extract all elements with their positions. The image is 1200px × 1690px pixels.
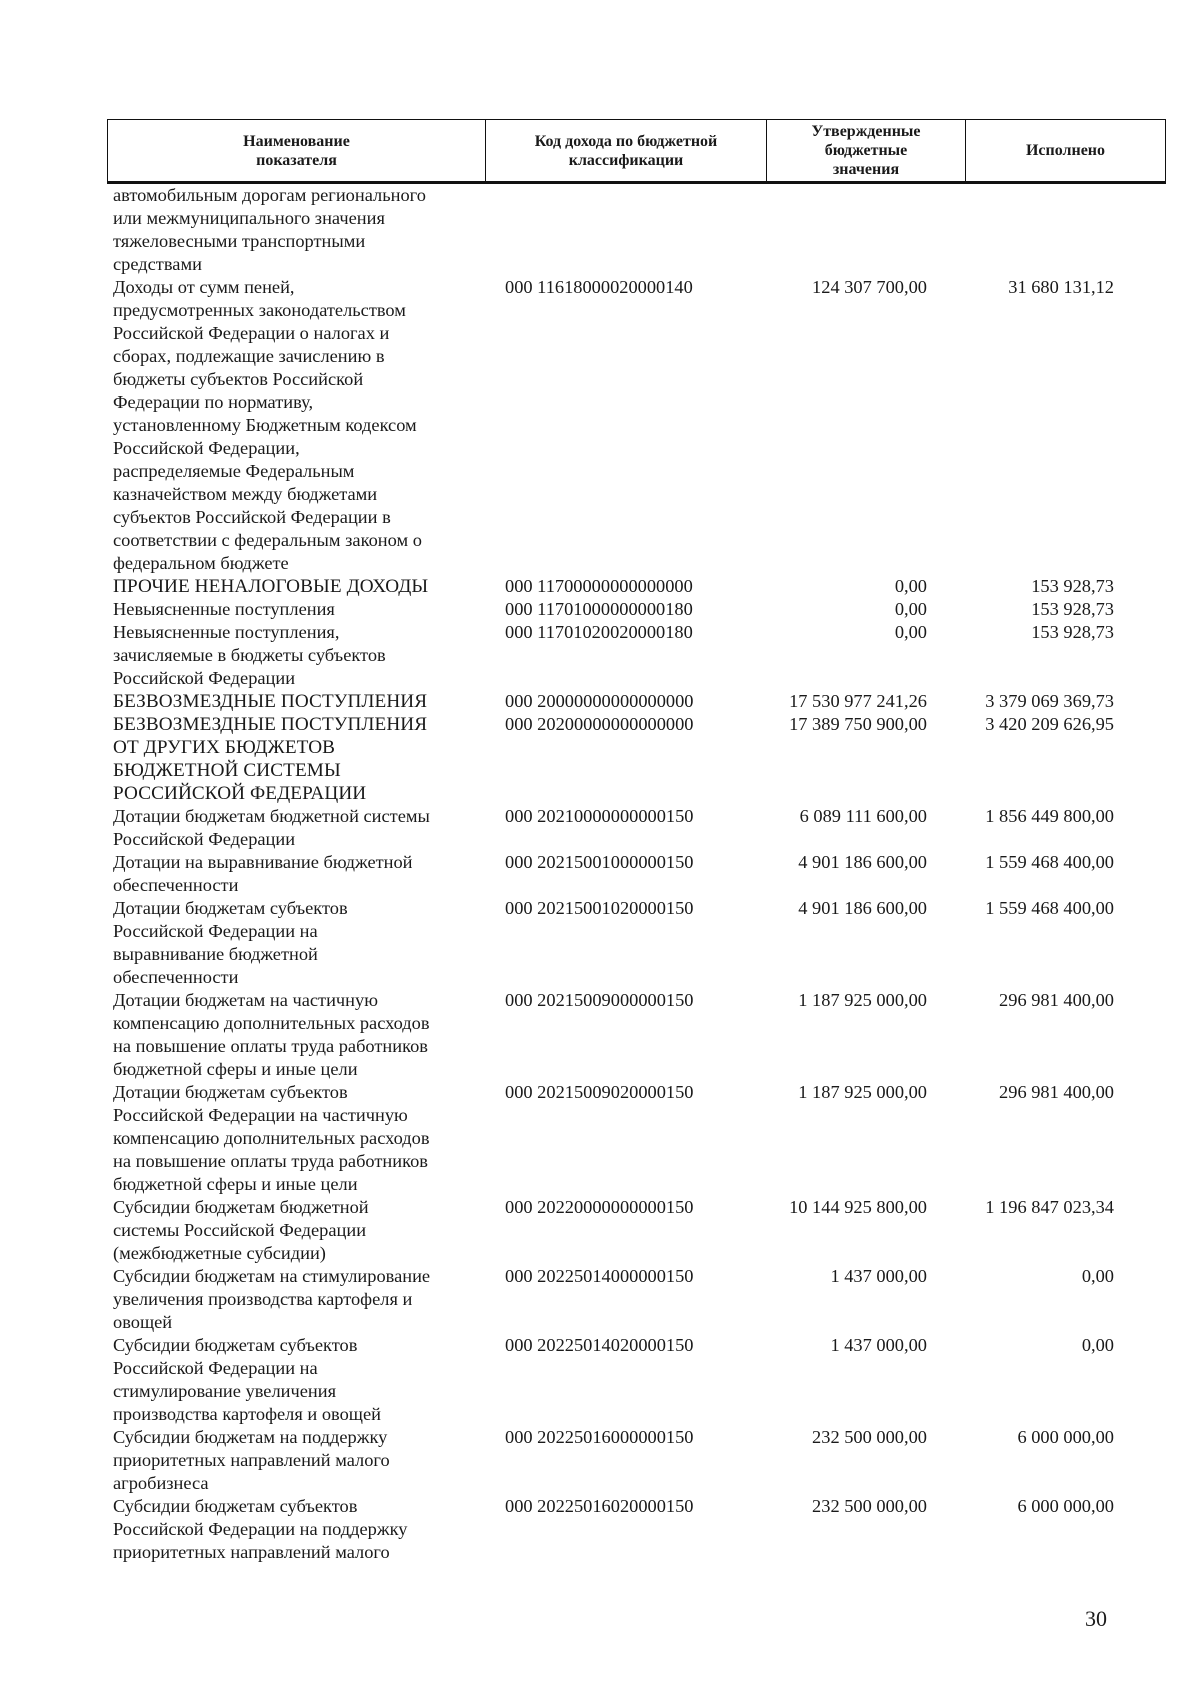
row-name-line: компенсацию дополнительных расходов: [113, 1013, 430, 1033]
row-code-cell: 000 20000000000000000: [505, 691, 694, 711]
row-name-line: Российской Федерации,: [113, 438, 300, 458]
row-name-line: Субсидии бюджетам бюджетной: [113, 1197, 369, 1217]
table-row: [113, 276, 1114, 575]
table-row: [113, 989, 1114, 1081]
row-executed-cell: 153 928,73: [1031, 599, 1114, 619]
row-name-cell: [113, 276, 489, 575]
row-executed-cell: 153 928,73: [1031, 622, 1114, 642]
row-approved-cell: 6 089 111 600,00: [799, 806, 927, 826]
header-code-column: [486, 120, 767, 183]
row-name-line: на повышение оплаты труда работников: [113, 1151, 428, 1171]
header-name-line: Наименование: [243, 132, 350, 150]
row-name-cell: [113, 713, 489, 805]
row-name-cell: [113, 989, 489, 1081]
table-row: [113, 897, 1114, 989]
table-row: [113, 1426, 1114, 1495]
row-name-line: Российской Федерации о налогах и: [113, 323, 390, 343]
row-name-line: ОТ ДРУГИХ БЮДЖЕТОВ: [113, 737, 336, 758]
page-number: 30: [1085, 1606, 1107, 1631]
row-name-cell: [113, 897, 489, 989]
header-executed-label: Исполнено: [1025, 142, 1106, 159]
header-executed-column: [966, 120, 1166, 183]
row-name-line: РОССИЙСКОЙ ФЕДЕРАЦИИ: [113, 783, 367, 804]
row-name-line: соответствии с федеральным законом о: [113, 530, 422, 550]
row-name-cell: [113, 690, 489, 713]
table-row: [113, 575, 1114, 598]
row-code-cell: [489, 184, 735, 276]
row-approved-cell: 1 187 925 000,00: [798, 990, 927, 1010]
row-name-line: бюджетной сферы и иные цели: [113, 1174, 358, 1194]
row-code-cell: 000 11701020020000180: [505, 622, 693, 642]
row-approved-cell: 124 307 700,00: [812, 277, 927, 297]
row-name-line: системы Российской Федерации: [113, 1220, 367, 1240]
row-name-cell: [113, 621, 489, 690]
row-code-cell: 000 20200000000000000: [505, 714, 694, 734]
row-name-cell: [113, 1196, 489, 1265]
row-name-line: казначейством между бюджетами: [113, 484, 378, 504]
header-approved-line: Утвержденные: [811, 123, 921, 140]
row-approved-cell: 4 901 186 600,00: [798, 898, 927, 918]
row-name-line: овощей: [113, 1312, 173, 1332]
table-row: [113, 1081, 1114, 1196]
row-name-line: бюджеты субъектов Российской: [113, 369, 364, 389]
row-executed-cell: 1 196 847 023,34: [985, 1197, 1114, 1217]
table-header: [107, 119, 1166, 184]
row-name-line: стимулирование увеличения: [113, 1381, 337, 1401]
row-approved-cell: 232 500 000,00: [812, 1496, 927, 1516]
row-approved-cell: 4 901 186 600,00: [798, 852, 927, 872]
row-code-cell: 000 11618000020000140: [505, 277, 693, 297]
row-name-line: установленному Бюджетным кодексом: [113, 415, 417, 435]
row-name-line: или межмуниципального значения: [113, 208, 385, 228]
row-name-line: Российской Федерации на поддержку: [113, 1519, 408, 1539]
row-name-line: ПРОЧИЕ НЕНАЛОГОВЫЕ ДОХОДЫ: [113, 576, 429, 597]
row-approved-cell: 0,00: [894, 622, 927, 642]
row-name-line: БЕЗВОЗМЕЗДНЫЕ ПОСТУПЛЕНИЯ: [113, 691, 428, 712]
header-name-line: показателя: [256, 151, 337, 169]
row-name-line: Субсидии бюджетам на стимулирование: [113, 1266, 431, 1286]
row-name-line: Субсидии бюджетам субъектов: [113, 1335, 358, 1355]
row-name-cell: [113, 1265, 489, 1334]
row-name-cell: [113, 1426, 489, 1495]
row-code-cell: 000 20210000000000150: [505, 806, 694, 826]
row-name-line: приоритетных направлений малого: [113, 1542, 390, 1562]
row-code-cell: 000 20225016000000150: [505, 1427, 694, 1447]
row-executed-cell: 0,00: [1081, 1266, 1114, 1286]
row-code-cell: 000 20215001020000150: [505, 898, 694, 918]
row-name-line: обеспеченности: [113, 875, 239, 895]
row-name-cell: [113, 1495, 489, 1564]
row-name-line: Невыясненные поступления: [113, 599, 335, 619]
row-name-line: распределяемые Федеральным: [113, 461, 355, 481]
row-executed-cell: 3 420 209 626,95: [985, 714, 1114, 734]
row-approved-cell: [735, 184, 927, 276]
table-row: [113, 851, 1114, 897]
row-name-cell: [113, 805, 489, 851]
table-row: [113, 690, 1114, 713]
header-approved-column: [767, 120, 966, 183]
row-name-cell: [113, 851, 489, 897]
row-name-line: Невыясненные поступления,: [113, 622, 340, 642]
row-name-line: федеральном бюджете: [113, 553, 289, 573]
row-name-line: увеличения производства картофеля и: [113, 1289, 413, 1309]
row-code-cell: 000 20225016020000150: [505, 1496, 694, 1516]
row-approved-cell: 1 437 000,00: [830, 1335, 927, 1355]
row-name-line: Дотации бюджетам на частичную: [113, 990, 378, 1010]
row-executed-cell: [927, 184, 1114, 276]
row-executed-cell: 1 856 449 800,00: [985, 806, 1114, 826]
table-row: [113, 598, 1114, 621]
row-name-cell: [113, 575, 489, 598]
row-name-cell: [113, 184, 489, 276]
header-approved-line: значения: [832, 161, 900, 178]
row-approved-cell: 0,00: [894, 599, 927, 619]
row-code-cell: 000 20225014000000150: [505, 1266, 694, 1286]
row-name-line: БЕЗВОЗМЕЗДНЫЕ ПОСТУПЛЕНИЯ: [113, 714, 428, 735]
row-name-line: Российской Федерации на частичную: [113, 1105, 408, 1125]
row-approved-cell: 1 187 925 000,00: [798, 1082, 927, 1102]
row-approved-cell: 1 437 000,00: [830, 1266, 927, 1286]
row-name-line: Дотации на выравнивание бюджетной: [113, 852, 413, 872]
row-code-cell: 000 20215009020000150: [505, 1082, 694, 1102]
row-code-cell: 000 20215001000000150: [505, 852, 694, 872]
row-code-cell: 000 20215009000000150: [505, 990, 694, 1010]
row-name-line: компенсацию дополнительных расходов: [113, 1128, 430, 1148]
table-row: [113, 184, 1114, 276]
row-name-cell: [113, 598, 489, 621]
row-name-cell: [113, 1081, 489, 1196]
row-approved-cell: 17 530 977 241,26: [789, 691, 927, 711]
row-executed-cell: 6 000 000,00: [1017, 1496, 1114, 1516]
header-name-column: [108, 120, 486, 183]
row-name-line: агробизнеса: [113, 1473, 209, 1493]
row-name-line: средствами: [113, 254, 202, 274]
row-name-line: предусмотренных законодательством: [113, 300, 406, 320]
row-name-line: производства картофеля и овощей: [113, 1404, 381, 1424]
row-name-line: Российской Федерации: [113, 668, 296, 688]
row-executed-cell: 296 981 400,00: [999, 1082, 1114, 1102]
header-approved-line: бюджетные: [824, 142, 908, 159]
table-row: [113, 713, 1114, 805]
row-executed-cell: 153 928,73: [1031, 576, 1114, 596]
row-code-cell: 000 11701000000000180: [505, 599, 693, 619]
row-executed-cell: 1 559 468 400,00: [985, 898, 1114, 918]
table-row: [113, 1196, 1114, 1265]
row-approved-cell: 0,00: [894, 576, 927, 596]
header-code-line: Код дохода по бюджетной: [534, 132, 718, 150]
row-name-line: Субсидии бюджетам на поддержку: [113, 1427, 388, 1447]
row-executed-cell: 296 981 400,00: [999, 990, 1114, 1010]
row-name-line: приоритетных направлений малого: [113, 1450, 390, 1470]
row-name-line: Дотации бюджетам бюджетной системы: [113, 806, 430, 826]
row-name-line: сборах, подлежащие зачислению в: [113, 346, 385, 366]
row-name-line: Доходы от сумм пеней,: [113, 277, 295, 297]
table-row: [113, 1334, 1114, 1426]
row-executed-cell: 6 000 000,00: [1017, 1427, 1114, 1447]
row-code-cell: 000 11700000000000000: [505, 576, 693, 596]
row-name-line: зачисляемые в бюджеты субъектов: [113, 645, 386, 665]
row-approved-cell: 17 389 750 900,00: [789, 714, 927, 734]
row-name-line: Дотации бюджетам субъектов: [113, 1082, 348, 1102]
row-approved-cell: 10 144 925 800,00: [789, 1197, 927, 1217]
row-name-line: Субсидии бюджетам субъектов: [113, 1496, 358, 1516]
row-name-line: (межбюджетные субсидии): [113, 1243, 326, 1263]
row-name-line: Федерации по нормативу,: [113, 392, 314, 412]
row-approved-cell: 232 500 000,00: [812, 1427, 927, 1447]
revenue-table: [113, 184, 1114, 1564]
row-name-line: субъектов Российской Федерации в: [113, 507, 391, 527]
row-name-line: обеспеченности: [113, 967, 239, 987]
row-name-line: Дотации бюджетам субъектов: [113, 898, 348, 918]
row-code-cell: 000 20220000000000150: [505, 1197, 694, 1217]
row-name-line: на повышение оплаты труда работников: [113, 1036, 428, 1056]
row-name-line: Российской Федерации на: [113, 1358, 318, 1378]
row-code-cell: 000 20225014020000150: [505, 1335, 694, 1355]
header-code-line: классификации: [568, 151, 684, 169]
row-executed-cell: 3 379 069 369,73: [985, 691, 1114, 711]
table-row: [113, 621, 1114, 690]
table-row: [113, 805, 1114, 851]
row-name-line: автомобильным дорогам регионального: [113, 185, 426, 205]
row-executed-cell: 0,00: [1081, 1335, 1114, 1355]
row-name-line: БЮДЖЕТНОЙ СИСТЕМЫ: [113, 760, 341, 781]
row-name-line: Российской Федерации на: [113, 921, 318, 941]
row-name-line: Российской Федерации: [113, 829, 296, 849]
table-row: [113, 1265, 1114, 1334]
row-name-line: тяжеловесными транспортными: [113, 231, 366, 251]
row-name-cell: [113, 1334, 489, 1426]
row-name-line: бюджетной сферы и иные цели: [113, 1059, 358, 1079]
table-row: [113, 1495, 1114, 1564]
row-executed-cell: 31 680 131,12: [1008, 277, 1114, 297]
row-executed-cell: 1 559 468 400,00: [985, 852, 1114, 872]
row-name-line: выравнивание бюджетной: [113, 944, 318, 964]
